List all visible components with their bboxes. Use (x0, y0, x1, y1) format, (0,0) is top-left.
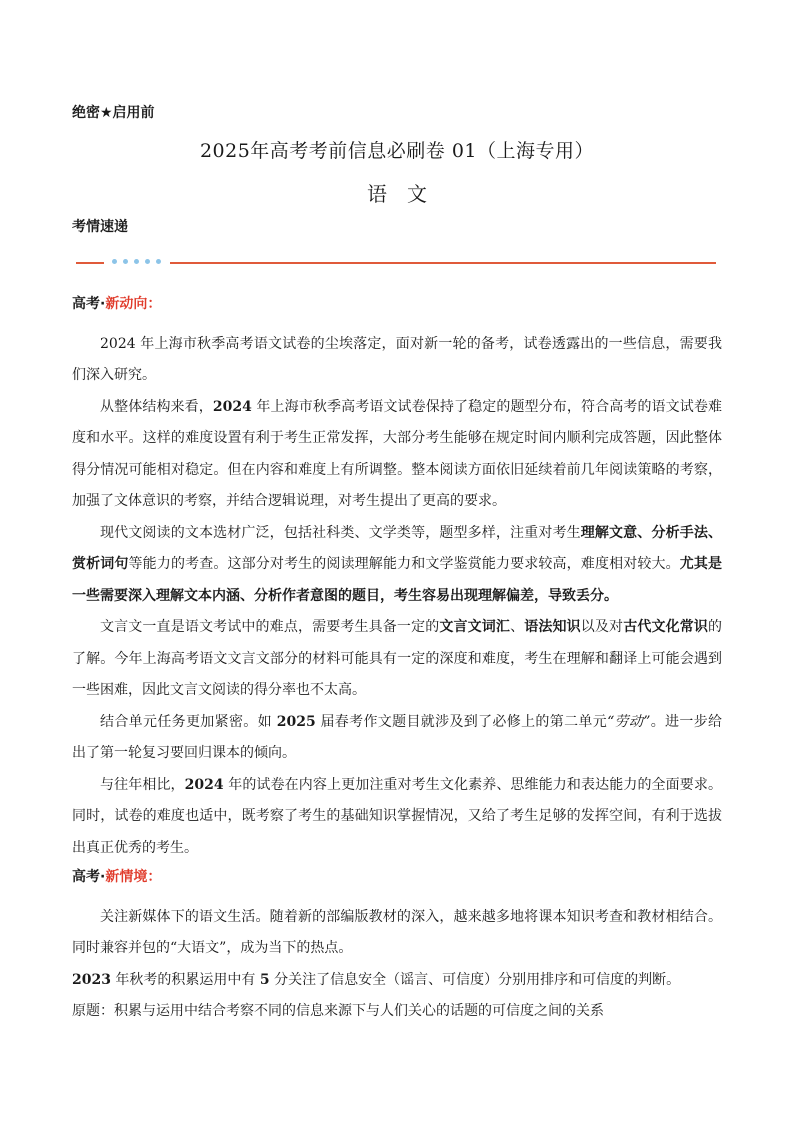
text-run-bold: 文言文词汇 (439, 619, 511, 635)
text-run-bold: 古代文化常识 (623, 619, 709, 635)
paragraph: 原题：积累与运用中结合考察不同的信息来源下与人们关心的话题的可信度之间的关系 (72, 1003, 604, 1019)
paragraph (72, 965, 722, 997)
text-run-bold: 2024 (184, 776, 224, 793)
exam-title: 2025年高考考前信息必刷卷 01（上海专用） (199, 140, 595, 162)
paragraph (72, 612, 722, 707)
text-run: 文言文一直是语文考试中的难点，需要考生具备一定的 (100, 619, 440, 635)
text-run-bold: 语法知识 (524, 619, 581, 635)
divider-line-left (76, 262, 104, 264)
paragraph: 关注新媒体下的语文生活。随着新的部编版教材的深入，越来越多地将课本知识考查和教材相结合。同时兼容并包的“大语文”，成为当下的热点。 (72, 908, 722, 956)
divider-dot (123, 259, 128, 264)
paragraph (72, 518, 722, 613)
paragraph (72, 707, 722, 770)
text-run: 。进一步给出了第一轮复习要回归课本的倾向。 (72, 713, 723, 761)
text-run-bold: 5 (259, 971, 270, 988)
text-run: 届春考作文题目就涉及到了必修上的第二单元 (315, 713, 608, 730)
new-direction-label (72, 289, 722, 321)
section-heading: 考情速递 (72, 219, 128, 235)
section-divider (76, 256, 716, 270)
divider-dot (134, 259, 139, 264)
text-run: 等能力的考查。这部分对考生的阅读理解能力和文学鉴赏能力要求较高，难度相对较大。 (128, 556, 680, 572)
paragraph: 2024 年上海市秋季高考语文试卷的尘埃落定，面对新一轮的备考，试卷透露出的一些信息，需要我们深入研究。 (72, 335, 722, 383)
text-run: 结合单元任务更加紧密。如 (100, 713, 277, 730)
text-run: 年秋考的积累运用中有 (110, 971, 260, 988)
text-run: 以及对 (580, 619, 624, 635)
text-run-italic: “劳动” (607, 713, 651, 730)
confidential-mark: 绝密★启用前 (72, 105, 155, 121)
divider-dot (112, 259, 117, 264)
label-prefix: 高考· (72, 869, 106, 885)
divider-dots (112, 259, 161, 264)
label-highlight: 新情境： (105, 869, 162, 885)
text-run: 分关注了信息安全（谣言、可信度）分别用排序和可信度的判断。 (269, 971, 681, 988)
new-context-section (72, 862, 722, 1028)
text-run: 年上海市秋季高考语文试卷保持了稳定的题型分布，符合高考的语文试卷难度和水平。这样的难度设置有利于考生正常发挥，大部分考生能够在规定时间内顺利完成答题，因此整体得分情况可能相对稳定。但在内容和难度上有所调整。整本阅读方面依旧延续着前几年阅读策略的考察，加强了文体意识的考察，并结合逻辑说理，对考生提出了更高的要求。 (72, 398, 723, 509)
divider-dot (156, 259, 161, 264)
new-context-label (72, 862, 722, 894)
text-run: 年的试卷在内容上更加注重对考生文化素养、思维能力和表达能力的全面要求。同时，试卷的难度也适中，既考察了考生的基础知识掌握情况，又给了考生足够的发挥空间，有利于选拔出真正优秀的考生。 (72, 776, 722, 856)
paragraph (72, 770, 722, 865)
divider-line-right (170, 262, 716, 264)
text-run-bold: 2023 (72, 971, 111, 988)
text-run: 与往年相比， (100, 776, 185, 793)
text-run-bold: 2024 (212, 398, 252, 415)
text-run-bold: 2025 (276, 713, 316, 730)
text-run-bold: 理解文意、分析手法、赏析词句 (72, 524, 723, 572)
text-run: 的了解。今年上海高考语文文言文部分的材料可能具有一定的深度和难度，考生在理解和翻译上可能会遇到一些困难，因此文言文阅读的得分率也不太高。 (72, 619, 723, 698)
text-run: 从整体结构来看， (100, 398, 213, 415)
divider-dot (145, 259, 150, 264)
text-run: 、 (510, 619, 525, 635)
subject-title: 语文 (367, 182, 447, 206)
label-prefix: 高考· (72, 296, 106, 312)
label-highlight: 新动向： (105, 296, 162, 312)
new-direction-section (72, 289, 722, 864)
text-run: 现代文阅读的文本选材广泛，包括社科类、文学类等，题型多样，注重对考生 (100, 524, 581, 541)
paragraph (72, 392, 722, 518)
text-run-bold: 尤其是一些需要深入理解文本内涵、分析作者意图的题目，考生容易出现理解偏差，导致丢分。 (72, 556, 723, 604)
